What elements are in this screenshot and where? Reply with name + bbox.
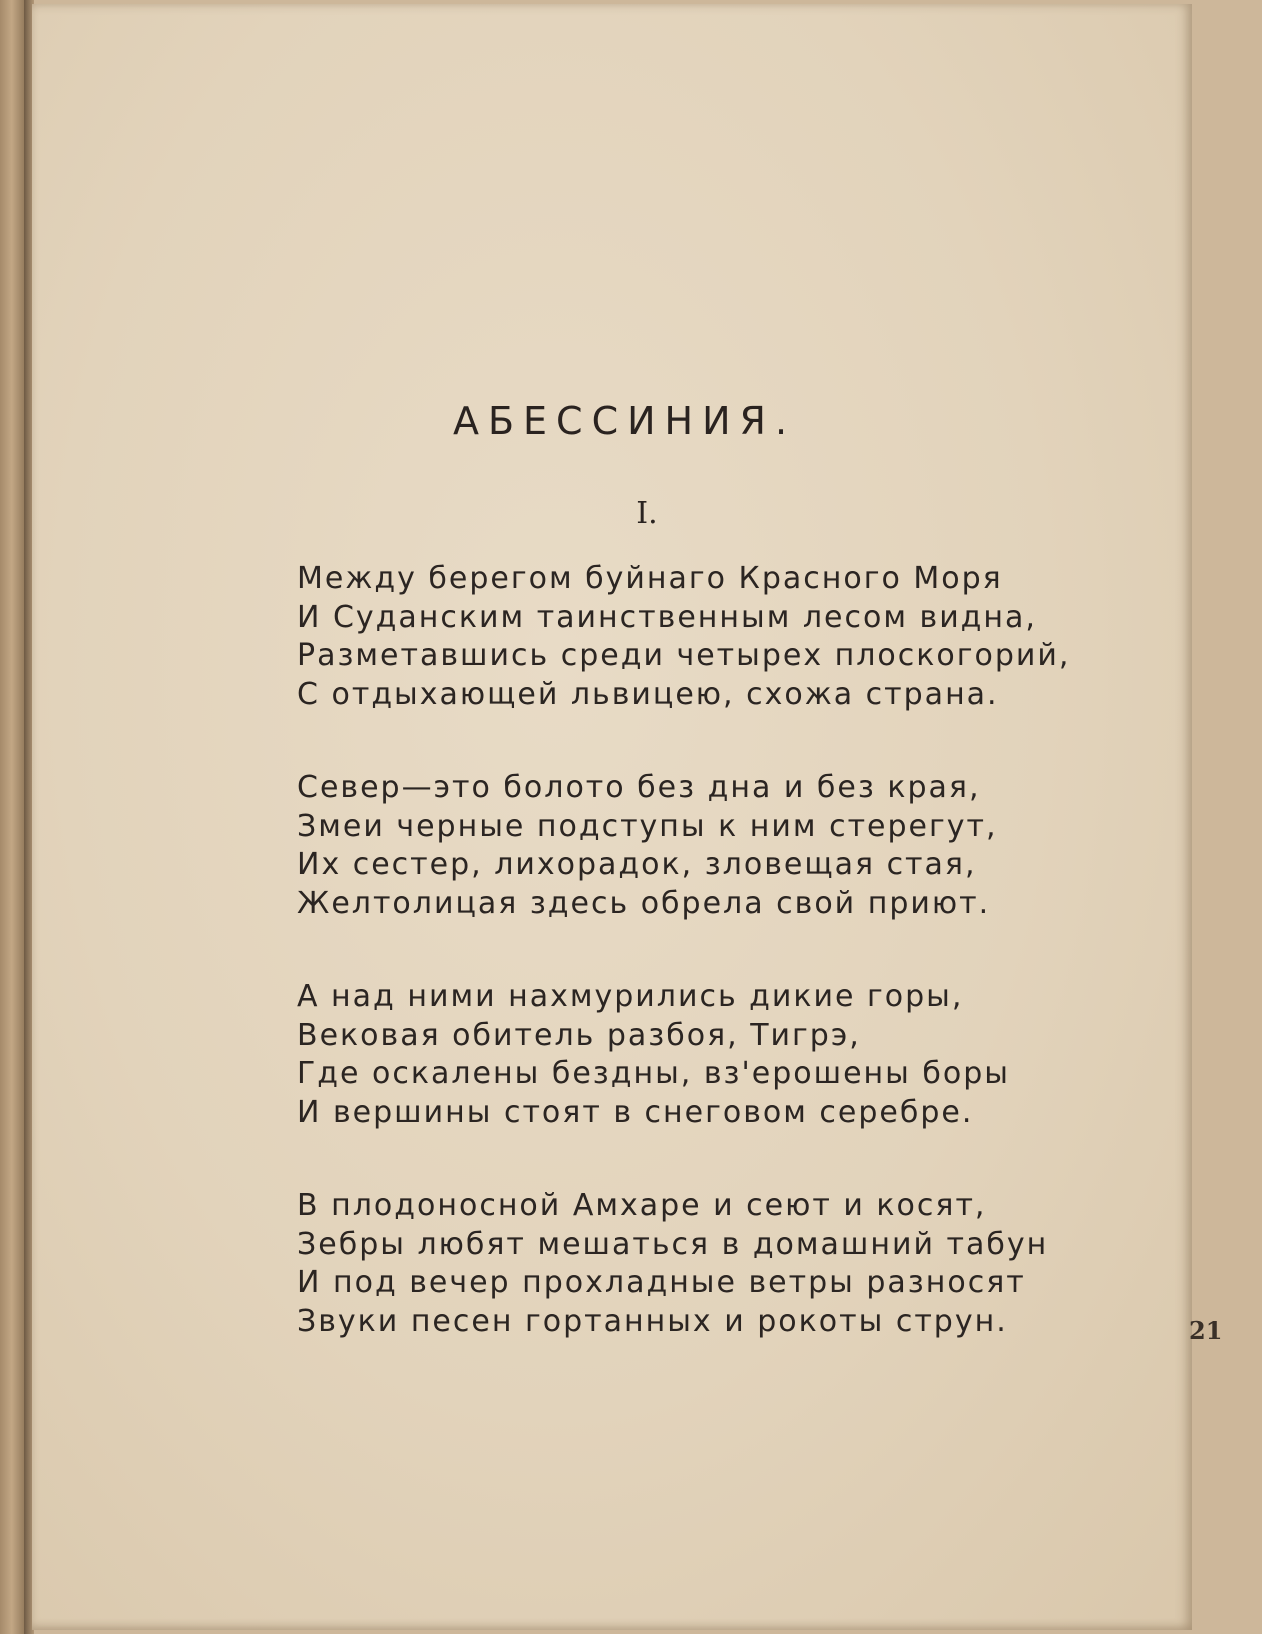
- poem-line: Змеи черные подступы к ним стерегут,: [297, 808, 998, 844]
- poem-line: Вековая обитель разбоя, Тигрэ,: [297, 1017, 861, 1053]
- poem-line: С отдыхающей львицею, схожа страна.: [297, 676, 999, 712]
- stanza: [297, 560, 1097, 714]
- poem-body: [297, 560, 1097, 1396]
- stanza: [297, 769, 1097, 923]
- poem-line: Зебры любят мешаться в домашний табун: [297, 1226, 1049, 1262]
- poem-line: И Суданским таинственным лесом видна,: [297, 599, 1037, 635]
- poem-line: В плодоносной Амхаре и сеют и косят,: [297, 1188, 987, 1223]
- section-number: I.: [636, 496, 658, 531]
- book-page: [32, 4, 1223, 1630]
- page-number: 21: [1189, 1316, 1223, 1345]
- poem-line: И под вечер прохладные ветры разносят: [297, 1265, 1026, 1300]
- poem-line: Разметавшись среди четырех плоскогорий,: [297, 638, 1071, 673]
- poem-line: Где оскалены бездны, вз'ерошены боры: [297, 1056, 1010, 1091]
- poem-line: Север—это болото без дна и без края,: [297, 770, 981, 805]
- poem-line: И вершины стоят в снеговом серебре.: [297, 1094, 974, 1130]
- poem-line: А над ними нахмурились дикие горы,: [297, 979, 964, 1014]
- poem-title: АБЕССИНИЯ.: [452, 399, 797, 443]
- poem-line: Их сестер, лихорадок, зловещая стая,: [297, 847, 977, 882]
- left-page-edge: [0, 0, 26, 1634]
- poem-line: Звуки песен гортанных и рокоты струн.: [297, 1303, 1008, 1339]
- poem-line: Между берегом буйнаго Красного Моря: [297, 561, 1003, 596]
- stanza: [297, 978, 1097, 1132]
- stanza: [297, 1187, 1097, 1341]
- poem-line: Желтолицая здесь обрела свой приют.: [297, 885, 991, 921]
